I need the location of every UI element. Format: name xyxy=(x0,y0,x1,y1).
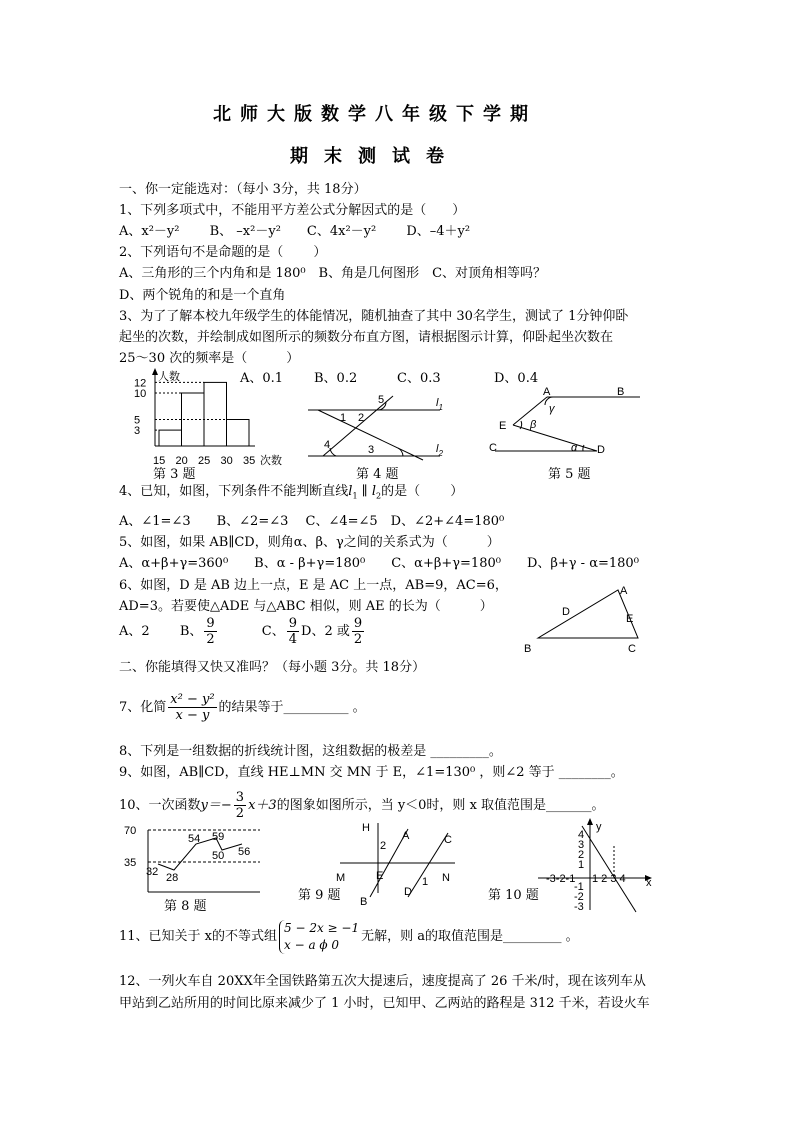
fig5-label-d: D xyxy=(597,444,605,456)
q7-fraction: $\frac{\text{x² − y²}}{x - y}$ xyxy=(170,692,215,723)
histogram-ytick-3: 3 xyxy=(134,425,141,438)
document-title: 北师大版数学八年级下学期 xyxy=(213,104,537,125)
fig8-pt-32: 32 xyxy=(146,866,159,878)
question-11: 11、已知关于 x的不等式组 5 − 2x ≥ −1 x − a ϕ 0 无解，则 a的取值范围是_________ 。 xyxy=(119,920,579,952)
fig5-beta: β xyxy=(530,419,537,431)
fig9-b: B xyxy=(360,896,368,908)
fig10-x: x xyxy=(646,877,652,889)
fig9-2: 2 xyxy=(380,840,387,852)
figure-8 xyxy=(120,822,270,897)
fig4-label-3: 3 xyxy=(368,444,375,456)
fig10-xpos: 1 2 3 4 xyxy=(592,873,626,885)
histogram-bar-25-30 xyxy=(204,382,227,446)
fig9-1: 1 xyxy=(422,876,429,888)
fig6-label-a: A xyxy=(620,585,628,597)
fig5-label-c: C xyxy=(489,442,497,454)
fig4-label-1: 1 xyxy=(340,412,347,424)
fig8-caption: 第 8 题 xyxy=(164,899,207,914)
question-6-line2: AD=3。若要使△ADE 与△ABC 相似，则 AE 的长为（ ） xyxy=(119,599,493,614)
question-2-options-b: D、两个锐角的和是一个直角 xyxy=(119,288,286,303)
fig10-4: 4 xyxy=(578,829,585,841)
fig4-caption: 第 4 题 xyxy=(356,467,399,482)
fig10-1: 1 xyxy=(578,859,585,871)
fig5-alpha: α xyxy=(571,442,578,454)
fig8-pt-50: 50 xyxy=(212,850,225,862)
fig6-label-e: E xyxy=(626,613,634,625)
question-4-text: 4、已知，如图，下列条件不能判断直线 xyxy=(119,484,349,499)
histogram-ytick-12: 12 xyxy=(134,377,147,390)
question-1: 1、下列多项式中，不能用平方差公式分解因式的是（ ） xyxy=(119,203,466,218)
fig9-c: C xyxy=(444,834,452,846)
fig8-pt-59: 59 xyxy=(212,831,225,843)
histogram-xtick-20: 20 xyxy=(175,455,188,467)
histogram-ytick-10: 10 xyxy=(134,388,147,400)
q3-option-c: C、0.3 xyxy=(397,371,441,386)
histogram-xtick-30: 30 xyxy=(220,455,233,467)
fig5-gamma: γ xyxy=(549,403,555,415)
histogram-xtick-25: 25 xyxy=(198,455,211,467)
question-6-options: A、2 B、 $\frac{9}{2}$ C、 $\frac{9}{4}$ D、2 或 $\frac{9}{2}$ xyxy=(119,616,363,647)
question-3-line3: 25～30 次的频率是（ ） xyxy=(119,351,300,366)
fig4-label-4: 4 xyxy=(324,439,331,451)
fig10-2: 2 xyxy=(578,849,585,861)
fig4-label-5: 5 xyxy=(378,394,385,406)
fig8-pt-54: 54 xyxy=(188,833,201,845)
question-12-line2: 甲站到乙站所用的时间比原来减少了 1 小时，已知甲、乙两站的路程是 312 千米，若设火车 xyxy=(119,996,650,1011)
q3-option-b: B、0.2 xyxy=(314,371,358,386)
fig10-y-arrow xyxy=(587,818,593,825)
fig9-h: H xyxy=(362,822,370,834)
fig5-caption: 第 5 题 xyxy=(548,467,591,482)
fig9-n: N xyxy=(442,872,450,884)
question-5-options: A、α+β+γ=360⁰ B、α - β+γ=180⁰ C、α+β+γ=180⁰ D、β+γ - α=180⁰ xyxy=(119,556,639,571)
fig8-pt-56: 56 xyxy=(238,846,251,858)
fig8-ytick-70: 70 xyxy=(124,825,137,837)
figure-6 xyxy=(520,580,650,660)
histogram-ytick-5: 5 xyxy=(134,414,141,427)
question-2: 2、下列语句不是命题的是（ ） xyxy=(119,245,327,260)
fig10-3: 3 xyxy=(578,839,585,851)
question-12-line1: 12、一列火车自 20XX年全国铁路第五次大提速后，速度提高了 26 千米/时，现在该列车从 xyxy=(119,974,646,989)
fig6-label-d: D xyxy=(562,606,570,618)
figure-10 xyxy=(530,816,660,916)
q11-inequality-system: 5 − 2x ≥ −1 x − a ϕ 0 xyxy=(279,920,359,954)
fraction-9-4: $\frac{9}{4}$ xyxy=(288,616,298,647)
question-2-options-a: A、三角形的三个内角和是 180⁰ B、角是几何图形 C、对顶角相等吗？ xyxy=(119,266,547,281)
fig5-label-e: E xyxy=(499,420,507,432)
fig5-label-b: B xyxy=(617,386,625,398)
fig10-xneg: -3-2-1 xyxy=(546,873,576,885)
fig8-pt-28: 28 xyxy=(166,872,179,884)
fig4-l2: $l_2$ xyxy=(436,443,443,458)
segment-ed xyxy=(513,425,597,451)
q3-option-d: D、0.4 xyxy=(494,371,539,386)
fig4-label-2: 2 xyxy=(358,412,365,424)
histogram-xtick-15: 15 xyxy=(153,455,166,467)
histogram-figure xyxy=(120,368,300,480)
fig10-m2: -2 xyxy=(574,891,584,903)
q3-option-a: A、0.1 xyxy=(240,371,284,386)
fig10-y: y xyxy=(596,821,602,833)
question-7: 7、化简 $\frac{\text{x² − y²}}{x - y}$ 的结果等于__________ 。 xyxy=(119,692,366,723)
fig9-e: E xyxy=(376,870,384,882)
fig6-label-c: C xyxy=(628,643,636,655)
question-4-options: A、∠1=∠3 B、∠2=∠3 C、∠4=∠5 D、∠2+∠4=180⁰ xyxy=(119,514,505,529)
question-3-line1: 3、为了了解本校九年级学生的体能情况，随机抽查了其中 30名学生，测试了 1分钟仰卧 xyxy=(119,309,629,324)
document-subtitle: 期末测试卷 xyxy=(290,146,460,167)
figure-4 xyxy=(308,388,458,463)
histogram-xtick-35: 35 xyxy=(243,455,256,467)
section-1-heading: 一、你一定能选对：（每小 3分，共 18分） xyxy=(119,182,367,197)
question-3-line2: 起坐的次数，并绘制成如图所示的频数分布直方图，请根据图示计算，仰卧起坐次数在 xyxy=(119,330,614,345)
question-4-tail: 的是（ ） xyxy=(381,484,464,499)
fig9-d: D xyxy=(404,886,412,898)
question-10: 10、一次函数y＝− $\frac{3}{2}$ x＋3的图象如图所示，当 y＜0时，则 x 取值范围是_______。 xyxy=(119,790,605,821)
fig5-label-a: A xyxy=(543,386,551,398)
question-1-options: A、x²－y² B、 –x²－y² C、4x²－y² D、–4＋y² xyxy=(119,224,471,239)
fraction-9-2: $\frac{9}{2}$ xyxy=(206,616,215,647)
fig6-label-b: B xyxy=(524,643,532,655)
x-axis-label: 次数 xyxy=(260,455,282,467)
question-6-line1: 6、如图，D 是 AB 边上一点，E 是 AC 上一点，AB=9，AC=6， xyxy=(119,578,508,593)
fig3-caption: 第 3 题 xyxy=(153,467,196,482)
histogram-bar-15-20 xyxy=(159,430,182,446)
fraction-9-2b: $\frac{9}{2}$ xyxy=(353,616,363,647)
triangle-abc xyxy=(538,590,638,638)
fig10-m3: -3 xyxy=(574,901,584,913)
section-2-heading: 二、你能填得又快又准吗？（每小题 3分。共 18分） xyxy=(119,660,426,675)
question-5: 5、如图，如果 AB∥CD，则角α、β、γ之间的关系式为（ ） xyxy=(119,535,500,550)
fig10-m1: -1 xyxy=(574,881,584,893)
histogram-svg xyxy=(120,368,300,480)
fig9-a: A xyxy=(402,830,410,842)
question-8: 8、下列是一组数据的折线统计图，这组数据的极差是 _________。 xyxy=(119,744,502,759)
histogram-bar-30-35 xyxy=(227,420,250,447)
figure-5 xyxy=(485,383,645,463)
y-axis-label: 人数 xyxy=(158,371,180,383)
figure-9 xyxy=(330,815,470,910)
question-9: 9、如图，AB∥CD，直线 HE⊥MN 交 MN 于 E，∠1=130⁰ ，则∠2 等于 ________。 xyxy=(119,765,624,780)
question-4: 4、已知，如图，下列条件不能判断直线$l_1$ ∥ $l_2$的是（ ） xyxy=(119,484,464,501)
fig9-caption: 第 9 题 xyxy=(298,888,341,903)
fig4-l1: $l_1$ xyxy=(436,397,443,412)
fig9-m: M xyxy=(336,872,346,884)
fig10-caption: 第 10 题 xyxy=(488,888,539,903)
q10-fraction: $\frac{3}{2}$ xyxy=(235,790,245,821)
fig8-ytick-35: 35 xyxy=(124,857,137,869)
